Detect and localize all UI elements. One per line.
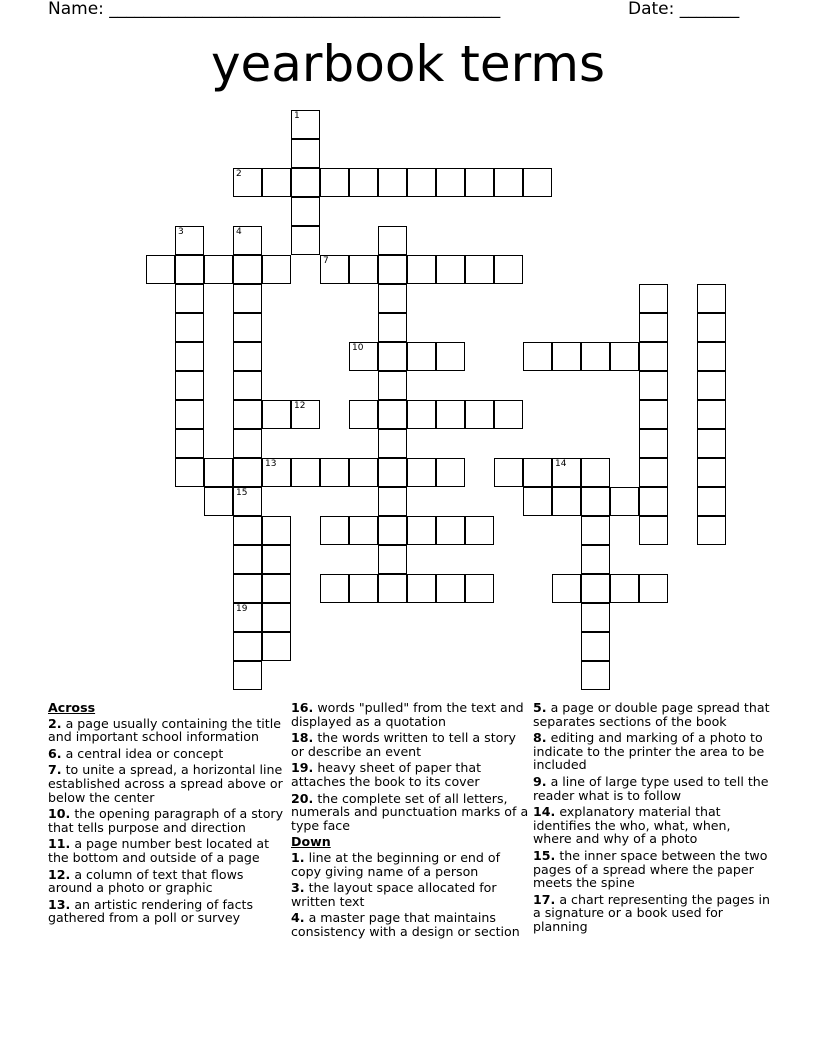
grid-cell[interactable]	[175, 226, 204, 255]
grid-cell[interactable]	[436, 255, 465, 284]
grid-cell[interactable]	[233, 487, 262, 516]
clue-section-heading: Down	[291, 834, 331, 850]
grid-cell[interactable]	[639, 487, 668, 516]
grid-cell[interactable]	[494, 400, 523, 429]
clue-item	[291, 731, 529, 758]
grid-cell[interactable]	[436, 400, 465, 429]
grid-cell[interactable]	[262, 458, 291, 487]
grid-cell[interactable]	[233, 603, 262, 632]
grid-cell[interactable]	[639, 429, 668, 458]
grid-cell[interactable]	[349, 516, 378, 545]
clue-item-number: 18.	[291, 730, 314, 746]
grid-cell[interactable]	[378, 371, 407, 400]
grid-cell[interactable]	[639, 400, 668, 429]
clue-item-number: 20.	[291, 790, 314, 806]
grid-cell[interactable]	[204, 487, 233, 516]
clue-item	[533, 805, 771, 846]
grid-cell[interactable]	[639, 342, 668, 371]
clue-item-text: words "pulled" from the text and displayed as a quotation	[291, 700, 524, 729]
grid-cell[interactable]	[523, 342, 552, 371]
grid-cell[interactable]	[320, 458, 349, 487]
clue-item-text: a line of large type used to tell the reader what is to follow	[533, 773, 769, 803]
grid-cell[interactable]	[262, 168, 291, 197]
clue-item-text: a chart representing the pages in a signature or a book used for planning	[533, 891, 770, 934]
grid-cell[interactable]	[378, 255, 407, 284]
grid-cell[interactable]	[610, 487, 639, 516]
clue-item-number: 5.	[533, 700, 547, 715]
clue-item-text: a page usually containing the title and important school information	[48, 715, 281, 745]
clue-item	[48, 837, 288, 864]
grid-cell[interactable]	[262, 545, 291, 574]
grid-cell[interactable]	[378, 545, 407, 574]
grid-cell[interactable]	[320, 516, 349, 545]
grid-cell[interactable]	[581, 632, 610, 661]
grid-cell[interactable]	[233, 371, 262, 400]
grid-cell[interactable]	[349, 574, 378, 603]
grid-cell[interactable]	[320, 255, 349, 284]
grid-cell[interactable]	[639, 371, 668, 400]
grid-cell[interactable]	[262, 400, 291, 429]
grid-cell[interactable]	[175, 255, 204, 284]
grid-cell[interactable]	[697, 284, 726, 313]
grid-cell[interactable]	[610, 342, 639, 371]
grid-cell[interactable]	[581, 545, 610, 574]
grid-cell[interactable]	[436, 168, 465, 197]
clue-number: 3	[178, 227, 184, 237]
clue-item-number: 6.	[48, 745, 62, 761]
clue-item-number: 16.	[291, 700, 314, 715]
grid-cell[interactable]	[465, 168, 494, 197]
clue-item-number: 1.	[291, 849, 305, 865]
grid-cell[interactable]	[552, 458, 581, 487]
clue-item-number: 4.	[291, 910, 305, 926]
clue-item-text: an artistic rendering of facts gathered from a poll or survey	[48, 896, 254, 926]
clue-item-text: editing and marking of a photo to indicate to the printer the area to be included	[533, 730, 765, 773]
clue-item	[48, 807, 288, 834]
clue-item-number: 17.	[533, 891, 556, 907]
grid-cell[interactable]	[378, 226, 407, 255]
clues-column-2	[291, 701, 529, 942]
clue-number: 7	[323, 256, 329, 266]
grid-cell[interactable]	[436, 458, 465, 487]
clue-item-number: 11.	[48, 836, 71, 852]
clue-item-number: 12.	[48, 866, 71, 882]
grid-cell[interactable]	[697, 429, 726, 458]
grid-cell[interactable]	[233, 284, 262, 313]
grid-cell[interactable]	[697, 400, 726, 429]
grid-cell[interactable]	[610, 574, 639, 603]
grid-cell[interactable]	[436, 342, 465, 371]
clue-item-text: a central idea or concept	[61, 745, 224, 761]
clue-item-number: 14.	[533, 804, 556, 820]
grid-cell[interactable]	[465, 574, 494, 603]
grid-cell[interactable]	[175, 342, 204, 371]
grid-cell[interactable]	[581, 661, 610, 690]
grid-cell[interactable]	[291, 110, 320, 139]
grid-cell[interactable]	[697, 487, 726, 516]
clue-item	[291, 701, 529, 728]
grid-cell[interactable]	[262, 603, 291, 632]
grid-cell[interactable]	[378, 400, 407, 429]
clue-item-text: a page or double page spread that separates sections of the book	[533, 700, 770, 729]
grid-cell[interactable]	[523, 168, 552, 197]
grid-cell[interactable]	[639, 574, 668, 603]
grid-cell[interactable]	[233, 661, 262, 690]
clue-item	[291, 881, 529, 908]
grid-cell[interactable]	[407, 516, 436, 545]
clue-item-number: 19.	[291, 760, 314, 776]
grid-cell[interactable]	[378, 429, 407, 458]
clue-item-text: a master page that maintains consistency with a design or section	[291, 910, 520, 939]
grid-cell[interactable]	[494, 458, 523, 487]
grid-cell[interactable]	[262, 516, 291, 545]
clue-item-number: 15.	[533, 847, 556, 863]
grid-cell[interactable]	[407, 400, 436, 429]
clue-item	[533, 701, 771, 728]
grid-cell[interactable]	[291, 400, 320, 429]
grid-cell[interactable]	[233, 429, 262, 458]
grid-cell[interactable]	[378, 487, 407, 516]
name-field-line: Name: ______________________________________________	[48, 0, 501, 19]
clue-item-text: the inner space between the two pages of a spread where the paper meets the spine	[533, 847, 768, 891]
clue-number: 10	[352, 343, 364, 353]
grid-cell[interactable]	[233, 458, 262, 487]
clue-item-number: 9.	[533, 773, 547, 789]
grid-cell[interactable]	[262, 632, 291, 661]
clue-item	[291, 851, 529, 878]
clue-number: 12	[294, 401, 306, 411]
grid-cell[interactable]	[407, 255, 436, 284]
clues-column-1	[48, 701, 288, 928]
clue-number: 4	[236, 227, 242, 237]
grid-cell[interactable]	[639, 284, 668, 313]
grid-cell[interactable]	[349, 458, 378, 487]
grid-cell[interactable]	[233, 632, 262, 661]
grid-cell[interactable]	[291, 197, 320, 226]
grid-cell[interactable]	[175, 429, 204, 458]
clue-item	[48, 717, 288, 744]
grid-cell[interactable]	[233, 168, 262, 197]
grid-cell[interactable]	[349, 342, 378, 371]
grid-cell[interactable]	[639, 516, 668, 545]
grid-cell[interactable]	[436, 574, 465, 603]
grid-cell[interactable]	[378, 342, 407, 371]
date-field-line: Date: _______	[628, 0, 740, 19]
grid-cell[interactable]	[407, 574, 436, 603]
grid-cell[interactable]	[552, 574, 581, 603]
clues-column-3	[533, 701, 771, 937]
grid-cell[interactable]	[581, 516, 610, 545]
clue-item	[533, 893, 771, 934]
grid-cell[interactable]	[436, 516, 465, 545]
grid-cell[interactable]	[175, 313, 204, 342]
grid-cell[interactable]	[697, 458, 726, 487]
clue-item-text: heavy sheet of paper that attaches the book to its cover	[291, 760, 482, 789]
clue-item	[48, 763, 288, 804]
grid-cell[interactable]	[639, 313, 668, 342]
clue-item-number: 8.	[533, 730, 547, 746]
clue-item-text: the layout space allocated for written text	[291, 880, 497, 909]
clue-item-text: a column of text that flows around a photo or graphic	[48, 866, 244, 896]
clue-item-text: the words written to tell a story or describe an event	[291, 730, 516, 759]
clue-item	[291, 792, 529, 833]
grid-cell[interactable]	[407, 458, 436, 487]
grid-cell[interactable]	[552, 342, 581, 371]
grid-cell[interactable]	[697, 371, 726, 400]
grid-cell[interactable]	[378, 574, 407, 603]
grid-cell[interactable]	[175, 284, 204, 313]
clue-number: 1	[294, 111, 300, 121]
clue-item-text: a page number best located at the bottom and outside of a page	[48, 836, 270, 865]
grid-cell[interactable]	[378, 458, 407, 487]
grid-cell[interactable]	[697, 313, 726, 342]
grid-cell[interactable]	[523, 487, 552, 516]
grid-cell[interactable]	[494, 255, 523, 284]
clue-item	[48, 898, 288, 925]
puzzle-title: yearbook terms	[210, 35, 606, 93]
clue-item-number: 2.	[48, 715, 62, 731]
clue-number: 2	[236, 169, 242, 179]
grid-cell[interactable]	[552, 487, 581, 516]
grid-cell[interactable]	[378, 284, 407, 313]
clue-item	[291, 911, 529, 938]
grid-cell[interactable]	[291, 168, 320, 197]
grid-cell[interactable]	[581, 603, 610, 632]
grid-cell[interactable]	[465, 516, 494, 545]
grid-cell[interactable]	[291, 226, 320, 255]
grid-cell[interactable]	[349, 168, 378, 197]
grid-cell[interactable]	[291, 139, 320, 168]
grid-cell[interactable]	[581, 487, 610, 516]
clue-item-number: 3.	[291, 880, 305, 896]
grid-cell[interactable]	[378, 313, 407, 342]
grid-cell[interactable]	[233, 313, 262, 342]
grid-cell[interactable]	[697, 342, 726, 371]
clue-item-text: explanatory material that identifies the who, what, when, where and why of a photo	[533, 804, 731, 847]
grid-cell[interactable]	[465, 255, 494, 284]
grid-cell[interactable]	[581, 458, 610, 487]
grid-cell[interactable]	[465, 400, 494, 429]
grid-cell[interactable]	[233, 516, 262, 545]
clue-item	[533, 849, 771, 890]
grid-cell[interactable]	[320, 574, 349, 603]
clue-item-text: to unite a spread, a horizontal line established across a spread above or below the center	[48, 762, 283, 805]
grid-cell[interactable]	[349, 400, 378, 429]
clue-number: 13	[265, 459, 277, 469]
clue-number: 19	[236, 604, 248, 614]
grid-cell[interactable]	[204, 458, 233, 487]
grid-cell[interactable]	[697, 516, 726, 545]
clue-item	[533, 731, 771, 772]
grid-cell[interactable]	[262, 574, 291, 603]
clue-item-text: line at the beginning or end of copy giving name of a person	[291, 849, 501, 879]
clue-item	[291, 761, 529, 788]
grid-cell[interactable]	[581, 574, 610, 603]
grid-cell[interactable]	[639, 458, 668, 487]
clue-item	[48, 747, 288, 761]
grid-cell[interactable]	[233, 226, 262, 255]
grid-cell[interactable]	[581, 342, 610, 371]
clue-item-number: 7.	[48, 762, 62, 778]
grid-cell[interactable]	[233, 400, 262, 429]
grid-cell[interactable]	[233, 545, 262, 574]
grid-cell[interactable]	[378, 516, 407, 545]
clue-item-text: the complete set of all letters, numerals and punctuation marks of a type face	[291, 790, 529, 833]
clue-section-heading: Across	[48, 700, 96, 715]
clue-number: 14	[555, 459, 567, 469]
grid-cell[interactable]	[291, 458, 320, 487]
clue-item	[48, 868, 288, 895]
grid-cell[interactable]	[320, 168, 349, 197]
clue-number: 15	[236, 488, 248, 498]
grid-cell[interactable]	[175, 371, 204, 400]
grid-cell[interactable]	[175, 400, 204, 429]
grid-cell[interactable]	[378, 168, 407, 197]
grid-cell[interactable]	[146, 255, 175, 284]
clue-item	[533, 775, 771, 802]
grid-cell[interactable]	[494, 168, 523, 197]
grid-cell[interactable]	[523, 458, 552, 487]
grid-cell[interactable]	[349, 255, 378, 284]
grid-cell[interactable]	[233, 255, 262, 284]
clue-item-text: the opening paragraph of a story that tells purpose and direction	[48, 806, 284, 835]
clue-item-number: 10.	[48, 806, 71, 822]
grid-cell[interactable]	[233, 574, 262, 603]
grid-cell[interactable]	[233, 342, 262, 371]
grid-cell[interactable]	[175, 458, 204, 487]
clue-item-number: 13.	[48, 896, 71, 912]
grid-cell[interactable]	[407, 168, 436, 197]
grid-cell[interactable]	[204, 255, 233, 284]
grid-cell[interactable]	[407, 342, 436, 371]
grid-cell[interactable]	[262, 255, 291, 284]
